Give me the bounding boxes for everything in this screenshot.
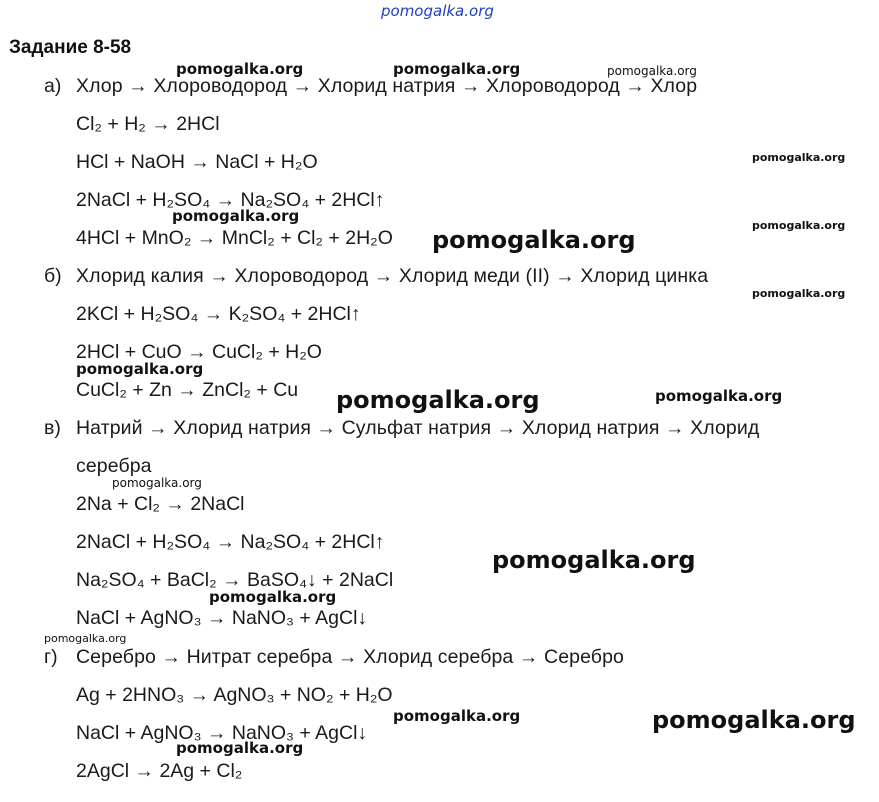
equation-v-3: Na₂SO₄ + BaCl₂ → BaSO₄↓ + 2NaCl [76, 569, 394, 591]
watermark: pomogalka.org [44, 632, 127, 645]
chain-v-line1: Натрий → Хлорид натрия → Сульфат натрия → Хлорид натрия → Хлорид [76, 417, 760, 439]
chain-a: Хлор → Хлороводород → Хлорид натрия → Хлороводород → Хлор [76, 75, 698, 97]
watermark: pomogalka.org [652, 706, 856, 734]
watermark: pomogalka.org [76, 360, 204, 378]
equation-v-4: NaCl + AgNO₃ → NaNO₃ + AgCl↓ [76, 607, 368, 629]
watermark: pomogalka.org [492, 546, 696, 574]
chain-v-line2: серебра [76, 455, 152, 477]
watermark: pomogalka.org [336, 386, 540, 414]
header-watermark[interactable]: pomogalka.org [381, 2, 494, 20]
chain-g: Серебро → Нитрат серебра → Хлорид серебра → Серебро [76, 646, 624, 668]
equation-g-3: 2AgCl → 2Ag + Cl₂ [76, 760, 243, 782]
watermark: pomogalka.org [752, 151, 846, 164]
watermark: pomogalka.org [172, 207, 300, 225]
equation-b-3: CuCl₂ + Zn → ZnCl₂ + Cu [76, 379, 299, 401]
equation-a-2: HCl + NaOH → NaCl + H₂O [76, 151, 318, 173]
watermark: pomogalka.org [112, 476, 202, 490]
watermark: pomogalka.org [393, 707, 521, 725]
watermark: pomogalka.org [209, 588, 337, 606]
task-title: Задание 8-58 [9, 37, 132, 58]
equation-g-2: NaCl + AgNO₃ → NaNO₃ + AgCl↓ [76, 722, 368, 744]
section-label-a: а) [44, 75, 62, 97]
chain-b: Хлорид калия → Хлороводород → Хлорид меди (II) → Хлорид цинка [76, 265, 709, 287]
equation-v-2: 2NaCl + H₂SO₄ → Na₂SO₄ + 2HCl↑ [76, 531, 385, 553]
equation-b-1: 2KCl + H₂SO₄ → K₂SO₄ + 2HCl↑ [76, 303, 361, 325]
equation-b-2: 2HCl + CuO → CuCl₂ + H₂O [76, 341, 322, 363]
watermark: pomogalka.org [176, 739, 304, 757]
equation-a-3: 2NaCl + H₂SO₄ → Na₂SO₄ + 2HCl↑ [76, 189, 385, 211]
equation-g-1: Ag + 2HNO₃ → AgNO₃ + NO₂ + H₂O [76, 684, 393, 706]
watermark: pomogalka.org [393, 60, 521, 78]
equation-a-4: 4HCl + MnO₂ → MnCl₂ + Cl₂ + 2H₂O [76, 227, 393, 249]
watermark: pomogalka.org [655, 387, 783, 405]
watermark: pomogalka.org [432, 226, 636, 254]
equation-a-1: Cl₂ + H₂ → 2HCl [76, 113, 220, 135]
watermark: pomogalka.org [176, 60, 304, 78]
watermark: pomogalka.org [607, 64, 697, 78]
section-label-v: в) [44, 417, 61, 439]
watermark: pomogalka.org [752, 219, 846, 232]
section-label-b: б) [44, 265, 62, 287]
equation-v-1: 2Na + Cl₂ → 2NaCl [76, 493, 245, 515]
watermark: pomogalka.org [752, 287, 846, 300]
section-label-g: г) [44, 646, 58, 668]
